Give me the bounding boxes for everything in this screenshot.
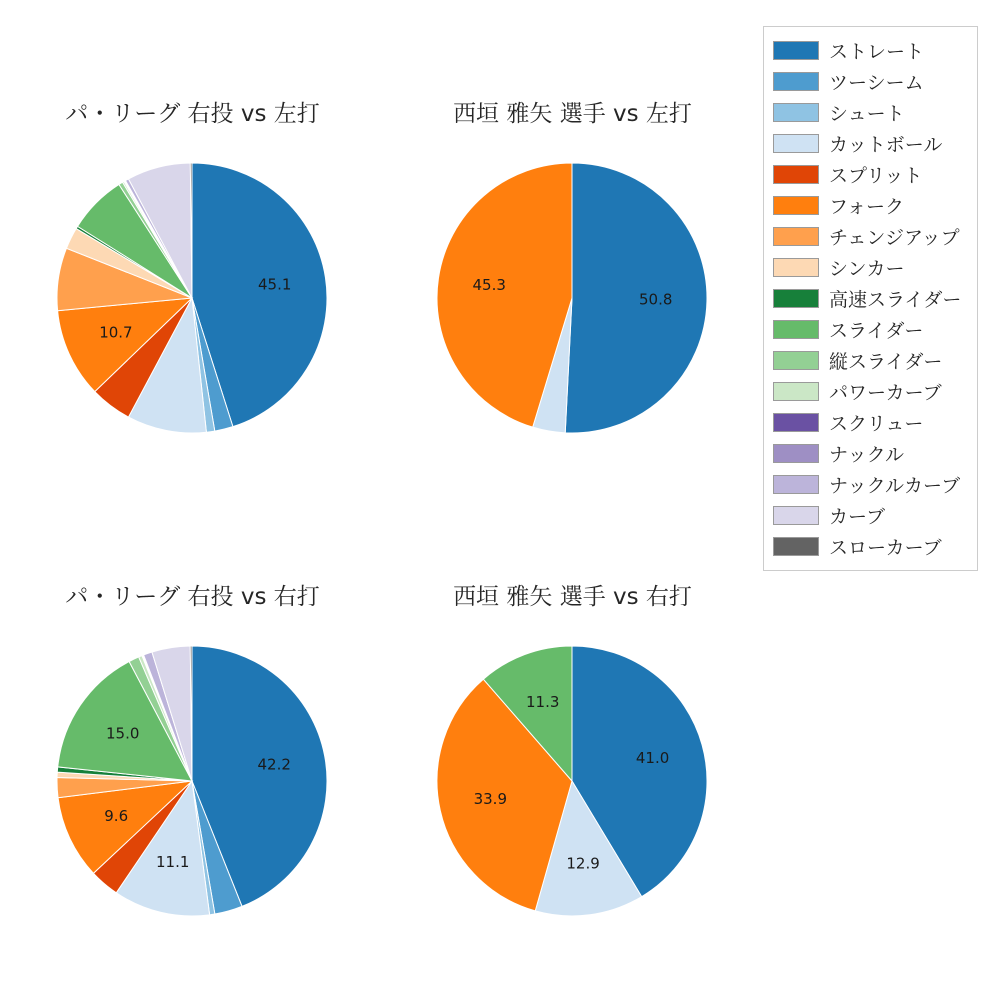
legend-label: ツーシーム [829,72,924,94]
pie-slice-label: 41.0 [635,749,670,768]
chart-title: パ・リーグ 右投 vs 左打 [65,101,320,127]
pie-0 [45,150,340,450]
legend-swatch [773,413,819,432]
pie-1 [425,150,720,450]
chart-title: 西垣 雅矢 選手 vs 右打 [453,584,692,610]
legend-item [773,531,968,562]
legend-item [773,190,968,221]
legend-label: ナックルカーブ [829,475,961,497]
pie-2 [45,633,340,933]
legend-label: カットボール [829,134,943,156]
legend-swatch [773,475,819,494]
legend-label: スライダー [829,320,924,342]
legend-swatch [773,537,819,556]
legend-swatch [773,444,819,463]
pie-chart-cell-3 [425,578,720,968]
legend-label: 高速スライダー [829,289,962,311]
legend-item [773,314,968,345]
legend-label: 縦スライダー [829,351,943,373]
legend-label: シンカー [829,258,905,280]
legend-item [773,221,968,252]
legend-item [773,252,968,283]
legend-swatch [773,227,819,246]
pie-chart-cell-1 [425,95,720,485]
legend-item [773,407,968,438]
pie-slice [565,163,707,433]
legend-swatch [773,258,819,277]
pie-slice-label: 11.1 [155,853,190,871]
pie-slice-label: 45.1 [257,275,292,294]
legend-swatch [773,196,819,215]
pie-slice-label: 33.9 [473,789,508,808]
legend-item [773,469,968,500]
legend-swatch [773,165,819,184]
legend-item [773,376,968,407]
legend-label: スプリット [829,165,923,187]
legend-item [773,159,968,190]
legend-swatch [773,72,819,91]
legend-label: スローカーブ [829,537,942,559]
pie-3 [425,633,720,933]
legend-label: フォーク [829,196,905,218]
legend-label: シュート [829,103,905,125]
pie-slice-label: 10.7 [99,323,133,342]
legend-item [773,283,968,314]
pie-slice-label: 11.3 [525,693,560,712]
legend-item [773,66,968,97]
legend-swatch [773,382,819,401]
pie-slice-label: 15.0 [105,724,140,743]
legend-item [773,345,968,376]
legend-swatch [773,103,819,122]
legend-item [773,35,968,66]
pie-slice-label: 42.2 [257,755,291,774]
legend-swatch [773,320,819,339]
chart-title: 西垣 雅矢 選手 vs 左打 [453,101,692,127]
legend-item [773,128,968,159]
legend-item [773,500,968,531]
legend-swatch [773,134,819,153]
pie-chart-cell-2 [45,578,340,968]
pie-slice-label: 12.9 [566,854,600,873]
pie-chart-cell-0 [45,95,340,485]
chart-title: パ・リーグ 右投 vs 右打 [65,584,320,610]
legend-label: パワーカーブ [829,382,942,404]
legend [763,26,978,571]
legend-swatch [773,351,819,370]
pie-slice-label: 9.6 [104,807,129,825]
legend-item [773,97,968,128]
legend-swatch [773,289,819,308]
pie-slice-label: 45.3 [472,276,506,295]
legend-swatch [773,506,819,525]
pie-slice-label: 50.8 [638,290,673,309]
legend-label: カーブ [829,506,886,528]
legend-label: チェンジアップ [829,227,960,249]
legend-label: ナックル [829,444,905,466]
legend-item [773,438,968,469]
legend-label: ストレート [829,41,925,63]
legend-swatch [773,41,819,60]
legend-label: スクリュー [829,413,924,435]
